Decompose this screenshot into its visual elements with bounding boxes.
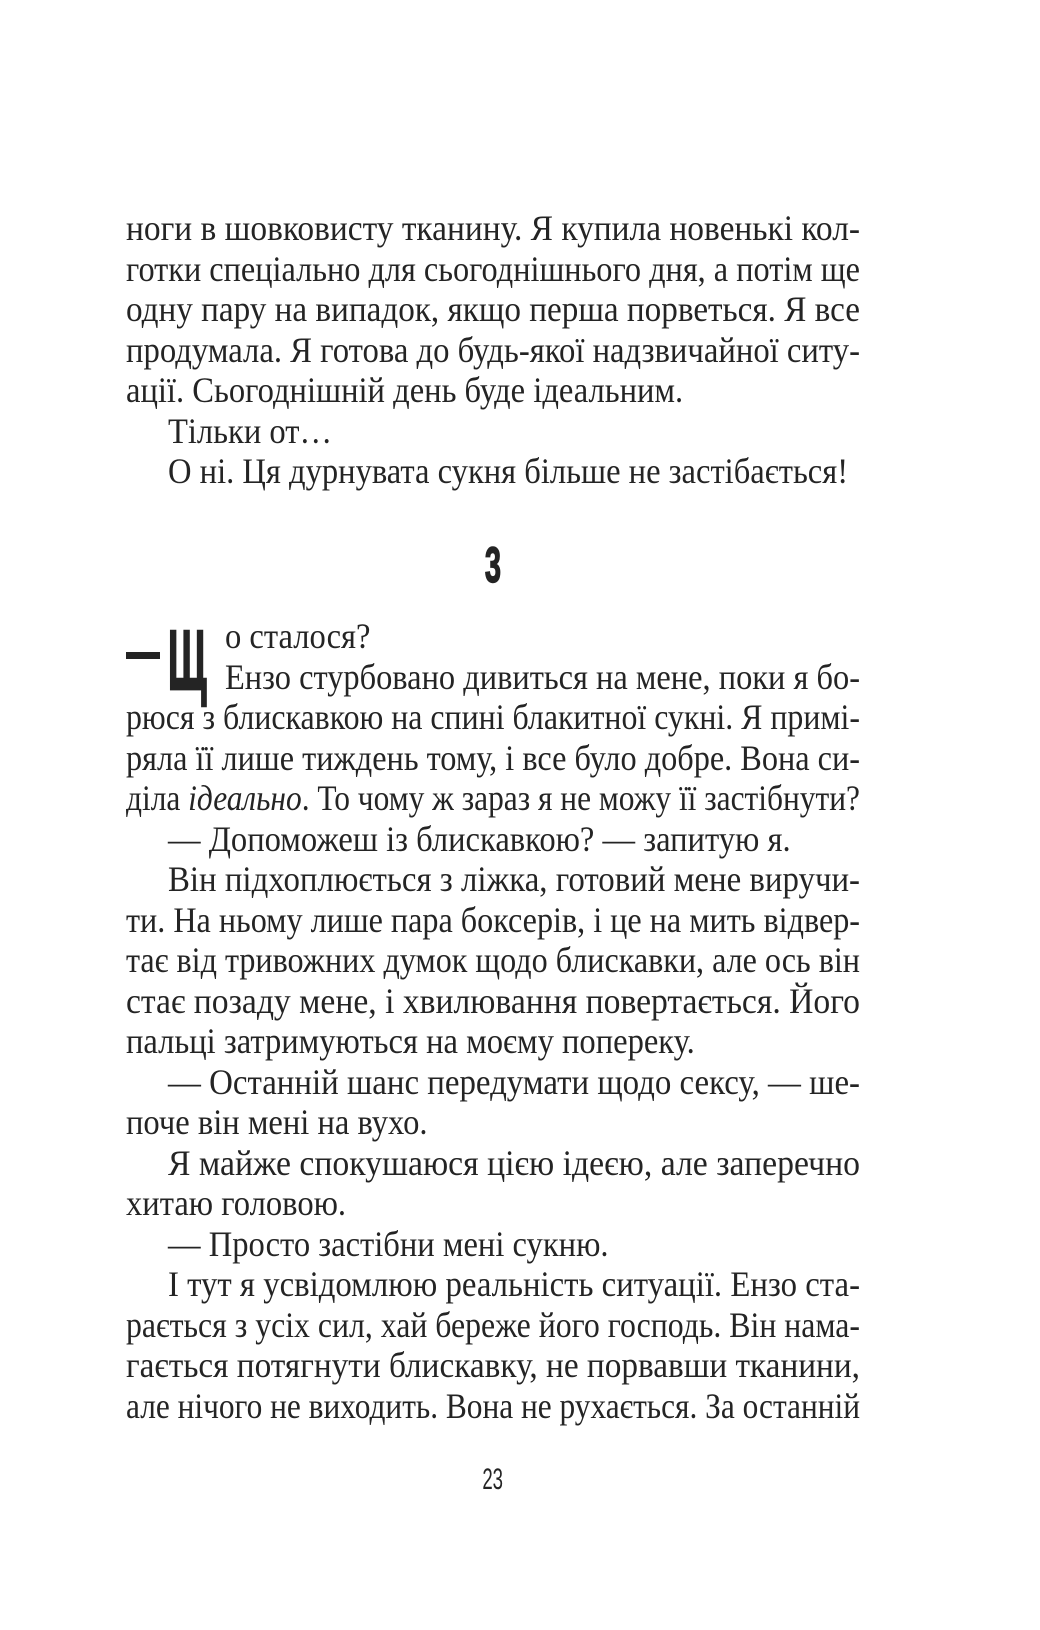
text-line-content bbox=[126, 900, 860, 941]
text-segment: тає від тривожних думок щодо блискавки, але ось він bbox=[126, 940, 860, 980]
text-segment: Тільки от… bbox=[168, 410, 333, 451]
text-segment: рається з усіх сил, хай береже його господь. Він нама- bbox=[126, 1304, 860, 1345]
text-line-content bbox=[126, 1386, 860, 1427]
text-line bbox=[126, 859, 860, 900]
page-number: 23 bbox=[482, 1463, 504, 1496]
chapter-heading bbox=[126, 537, 860, 593]
text-line bbox=[126, 1143, 860, 1184]
text-line-content bbox=[126, 330, 860, 371]
text-segment: рюся з блискавкою на спині блакитної сукні. Я примі- bbox=[126, 697, 860, 737]
text-segment: о сталося? bbox=[225, 616, 371, 656]
text-line bbox=[126, 1102, 860, 1143]
text-segment: ації. Сьогоднішній день буде ідеальним. bbox=[126, 370, 684, 410]
text-line bbox=[126, 1183, 860, 1224]
text-line bbox=[126, 981, 860, 1022]
text-segment: але нічого не виходить. Вона не рухається. За останній bbox=[126, 1385, 860, 1426]
text-segment: Він підхоплюється з ліжка, готовий мене виручи- bbox=[168, 859, 860, 899]
text-line-content bbox=[126, 289, 860, 330]
chapter-number: 3 bbox=[484, 537, 502, 593]
text-line bbox=[126, 249, 860, 290]
text-line-content bbox=[126, 981, 860, 1022]
text-line bbox=[126, 900, 860, 941]
text-line bbox=[126, 657, 860, 698]
text-line-content bbox=[168, 1224, 609, 1265]
text-line bbox=[126, 208, 860, 249]
text-line-content bbox=[126, 940, 860, 981]
text-line-content bbox=[168, 1264, 860, 1305]
text-segment: О ні. Ця дурнувата сукня більше не застібається! bbox=[168, 451, 849, 491]
text-line-content bbox=[126, 208, 860, 249]
text-line bbox=[126, 1264, 860, 1305]
text-line-content bbox=[126, 370, 683, 411]
text-segment: ноги в шовковисту тканину. Я купила новенькі кол- bbox=[126, 208, 860, 248]
text-line-content bbox=[126, 697, 860, 738]
text-line bbox=[126, 451, 860, 492]
text-line-content bbox=[126, 1021, 695, 1062]
text-line-content bbox=[126, 778, 860, 819]
text-line-content bbox=[126, 1183, 346, 1224]
text-line bbox=[126, 940, 860, 981]
text-segment: . То чому ж зараз я не можу її застібнути? bbox=[301, 778, 860, 818]
text-line bbox=[126, 1224, 860, 1265]
text-line-content bbox=[126, 1102, 428, 1143]
text-segment: — Останній шанс передумати щодо сексу, — ше- bbox=[168, 1061, 860, 1102]
text-segment: одну пару на випадок, якщо перша порветься. Я все bbox=[126, 289, 860, 329]
chapter-section-paragraphs bbox=[126, 613, 860, 1426]
text-segment: стає позаду мене, і хвилювання повертається. Його bbox=[126, 980, 860, 1021]
text-line bbox=[126, 1305, 860, 1346]
text-segment: ряла її лише тиждень тому, і все було добре. Вона си- bbox=[126, 737, 860, 778]
text-line-content bbox=[168, 819, 791, 860]
text-line-content bbox=[168, 411, 332, 452]
text-line-content bbox=[126, 738, 860, 779]
text-line bbox=[126, 819, 860, 860]
text-line-content bbox=[126, 249, 860, 290]
text-line bbox=[126, 370, 860, 411]
text-line bbox=[126, 1021, 860, 1062]
text-line bbox=[126, 411, 860, 452]
text-segment: діла bbox=[126, 778, 189, 818]
text-line-content bbox=[168, 1143, 860, 1184]
text-line-content bbox=[168, 451, 848, 492]
text-line bbox=[126, 1345, 860, 1386]
opening-paragraphs bbox=[126, 208, 860, 492]
text-line-content bbox=[225, 657, 860, 698]
drop-cap-letter: Щ bbox=[168, 613, 207, 707]
text-segment: Я майже спокушаюся цією ідеєю, але заперечно bbox=[168, 1142, 860, 1183]
text-segment: пальці затримуються на моєму попереку. bbox=[126, 1021, 695, 1061]
text-line bbox=[126, 697, 860, 738]
text-segment: ти. На ньому лише пара боксерів, і це на мить відвер- bbox=[126, 899, 860, 940]
text-line bbox=[126, 616, 860, 657]
text-segment: І тут я усвідомлюю реальність ситуації. Ензо ста- bbox=[168, 1264, 860, 1304]
text-line bbox=[126, 1062, 860, 1103]
text-segment: Ензо стурбовано дивиться на мене, поки я бо- bbox=[225, 656, 860, 697]
text-line-content bbox=[168, 1062, 860, 1103]
text-segment: гається потягнути блискавку, не порвавши тканини, bbox=[126, 1345, 860, 1385]
italic-text: ідеально bbox=[188, 778, 302, 818]
text-segment: — Допоможеш із блискавкою? — запитую я. bbox=[168, 818, 791, 859]
text-line bbox=[126, 778, 860, 819]
text-line-content bbox=[168, 859, 860, 900]
text-line bbox=[126, 289, 860, 330]
text-line bbox=[126, 330, 860, 371]
text-segment: — Просто застібни мені сукню. bbox=[168, 1223, 609, 1264]
text-segment: поче він мені на вухо. bbox=[126, 1102, 428, 1142]
text-segment: продумала. Я готова до будь-якої надзвичайної ситу- bbox=[126, 329, 860, 370]
text-line-content bbox=[225, 616, 370, 657]
text-segment: готки спеціально для сьогоднішнього дня, а потім ще bbox=[126, 248, 860, 289]
text-line-content bbox=[126, 1305, 860, 1346]
text-segment: хитаю головою. bbox=[126, 1183, 347, 1223]
text-line bbox=[126, 738, 860, 779]
page-footer bbox=[126, 1465, 860, 1495]
text-line-content bbox=[126, 1345, 860, 1386]
text-line bbox=[126, 1386, 860, 1427]
